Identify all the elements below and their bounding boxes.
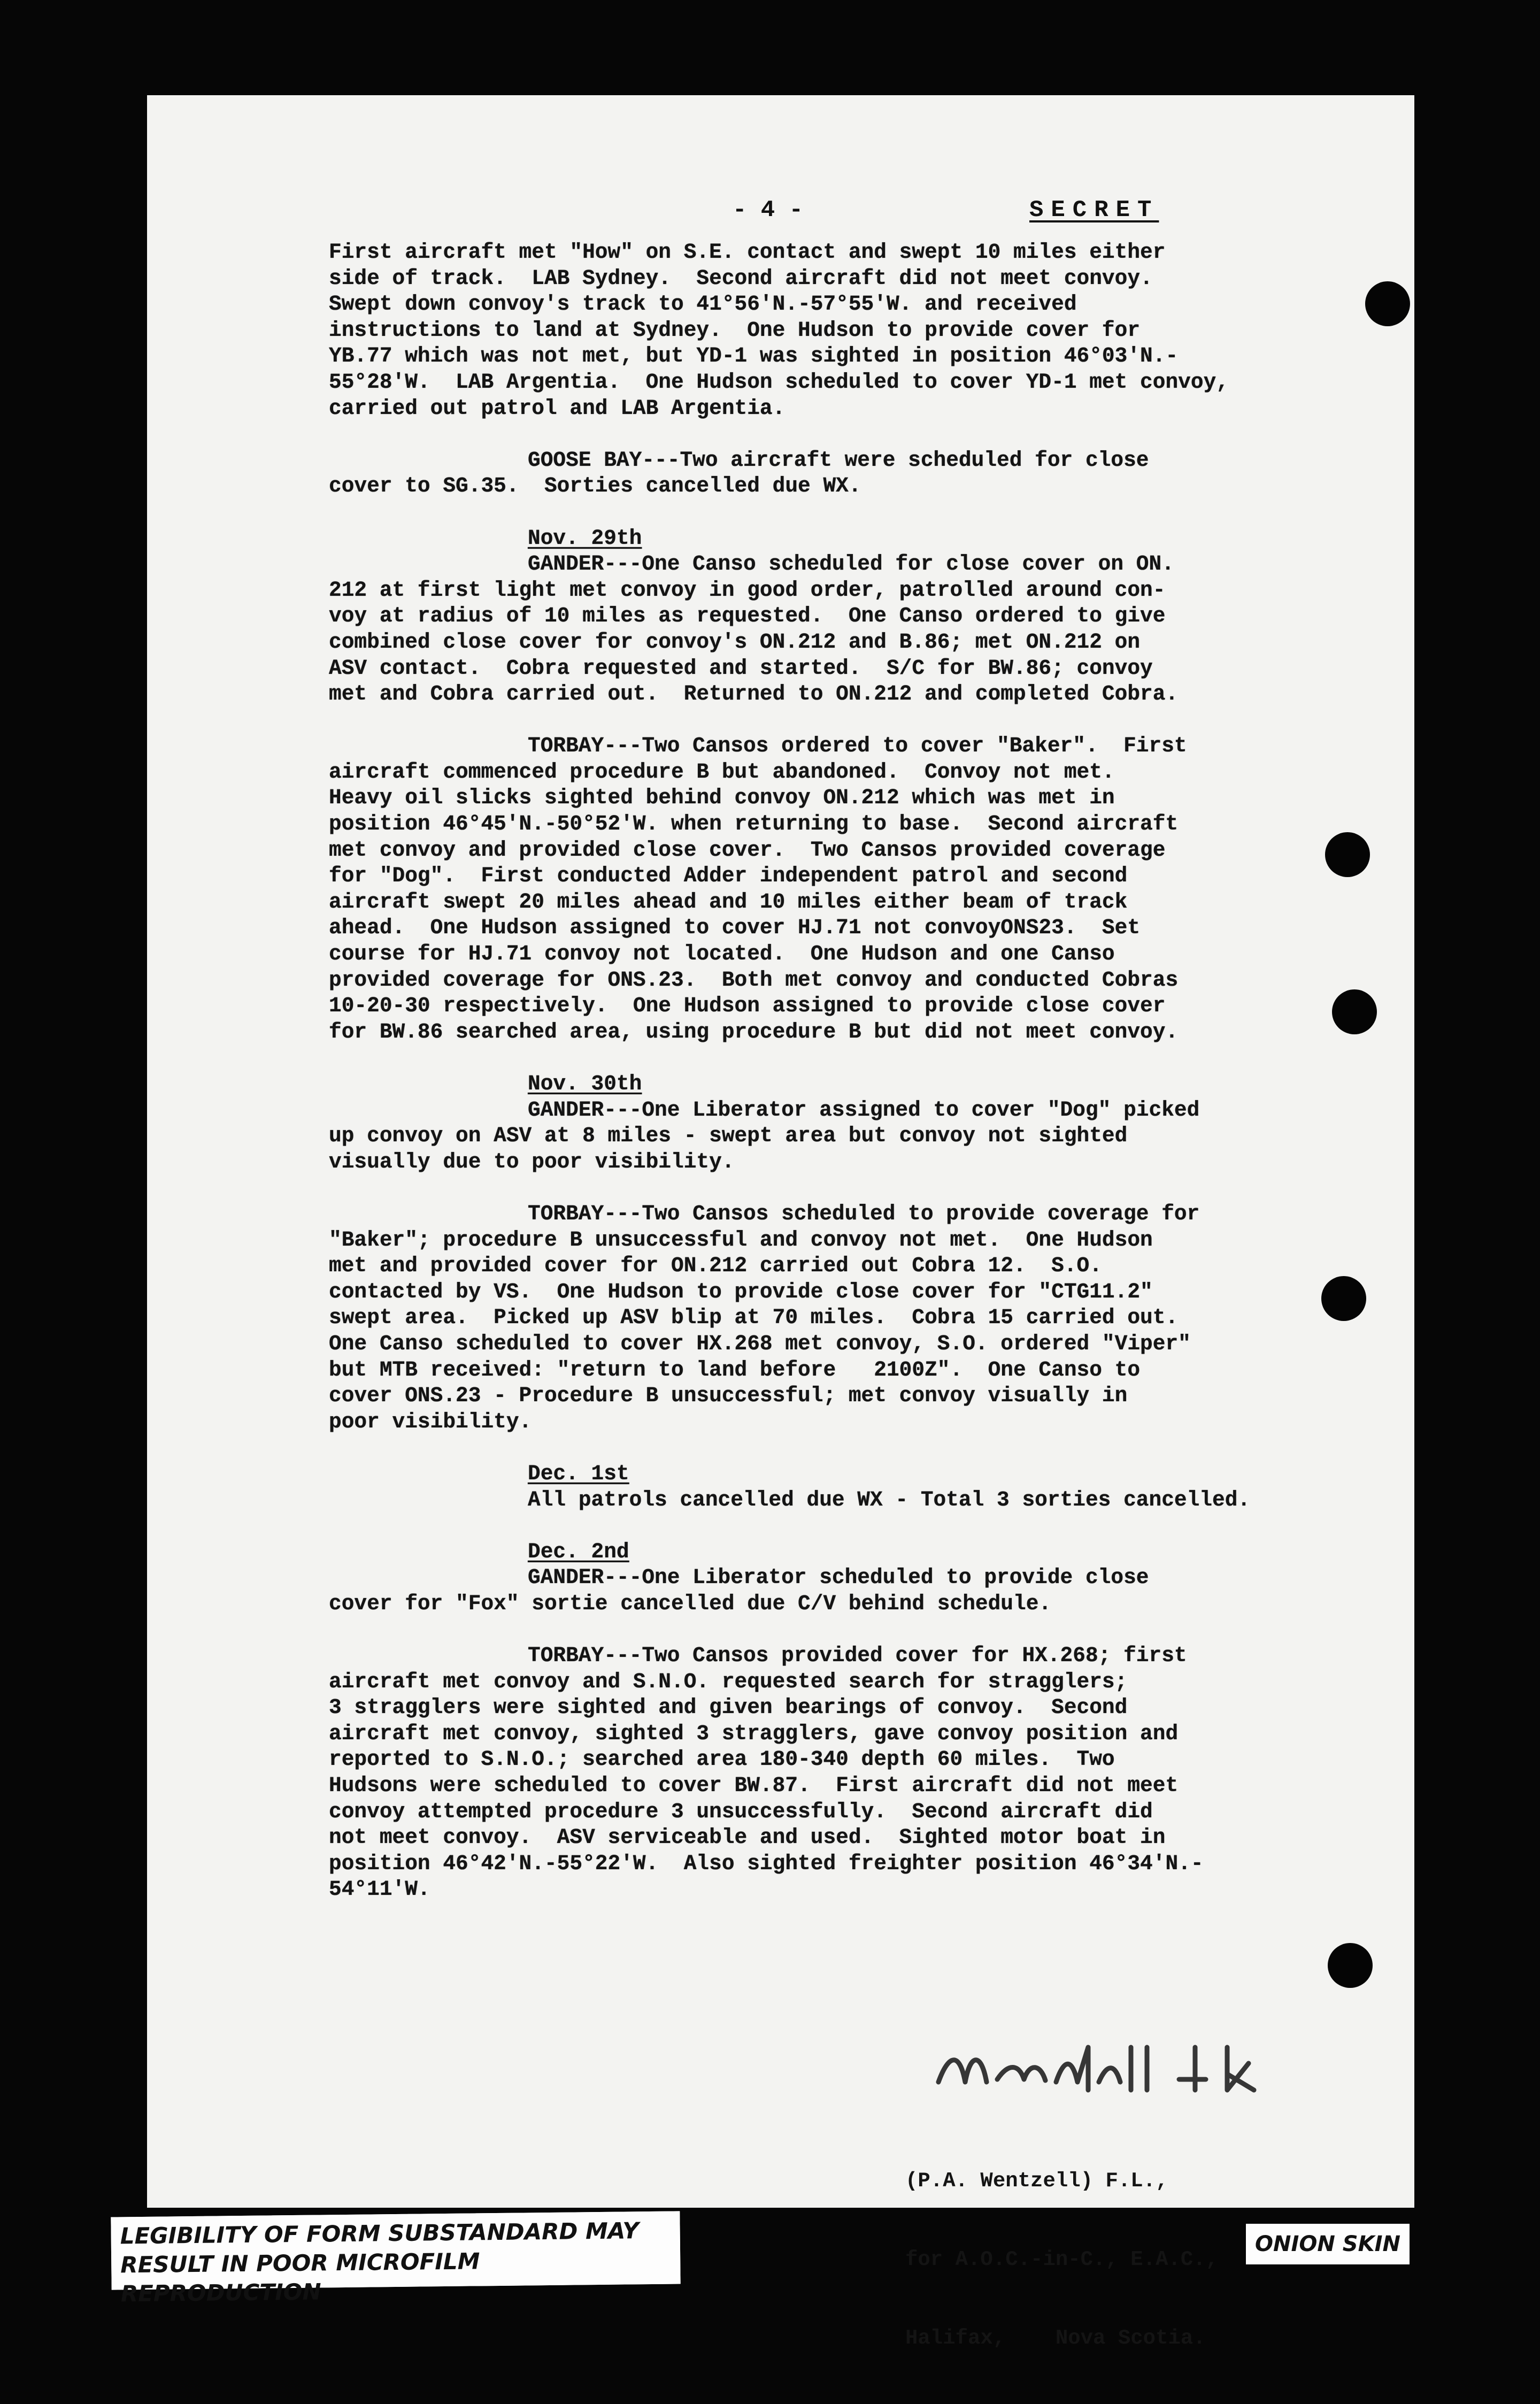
body-line: TORBAY---Two Cansos scheduled to provide coverage for	[528, 1201, 1200, 1226]
body-line: but MTB received: "return to land before 2100Z". One Canso to	[329, 1357, 1141, 1382]
body-line: 212 at first light met convoy in good order, patrolled around con-	[329, 578, 1166, 602]
body-line: cover to SG.35. Sorties cancelled due WX.	[329, 474, 861, 498]
body-line: side of track. LAB Sydney. Second aircraft did not meet convoy.	[329, 266, 1153, 290]
body-line: visually due to poor visibility.	[329, 1149, 735, 1174]
body-line: Heavy oil slicks sighted behind convoy ON.212 which was met in	[329, 786, 1115, 810]
body-line: reported to S.N.O.; searched area 180-340 depth 60 miles. Two	[329, 1747, 1115, 1772]
signer-location: Halifax, Nova Scotia.	[905, 2326, 1206, 2350]
body-line: aircraft met convoy and S.N.O. requested search for stragglers;	[329, 1669, 1128, 1694]
body-line: GANDER---One Liberator assigned to cover "Dog" picked	[528, 1097, 1200, 1122]
punch-hole	[1328, 1943, 1373, 1988]
body-line: TORBAY---Two Cansos ordered to cover "Baker". First	[528, 734, 1187, 758]
classification-heading: SECRET	[1029, 197, 1159, 224]
body-line	[329, 421, 1425, 448]
report-body	[329, 240, 1425, 1903]
body-line: Hudsons were scheduled to cover BW.87. First aircraft did not meet	[329, 1773, 1179, 1798]
body-line: up convoy on ASV at 8 miles - swept area but convoy not sighted	[329, 1124, 1128, 1148]
body-line: All patrols cancelled due WX - Total 3 sorties cancelled.	[528, 1487, 1251, 1512]
body-line: met and provided cover for ON.212 carried out Cobra 12. S.O.	[329, 1254, 1102, 1278]
body-line: voy at radius of 10 miles as requested. One Canso ordered to give	[329, 604, 1166, 628]
body-line: YB.77 which was not met, but YD-1 was sighted in position 46°03'N.-	[329, 344, 1179, 368]
body-line: contacted by VS. One Hudson to provide close cover for "CTG11.2"	[329, 1279, 1153, 1304]
body-line: aircraft commenced procedure B but abandoned. Convoy not met.	[329, 759, 1115, 784]
body-line: One Canso scheduled to cover HX.268 met convoy, S.O. ordered "Viper"	[329, 1331, 1191, 1356]
body-line: GANDER---One Liberator scheduled to provide close	[528, 1565, 1149, 1590]
body-line: Nov. 29th	[528, 526, 642, 550]
body-line: Nov. 30th	[528, 1072, 642, 1096]
body-line: course for HJ.71 convoy not located. One Hudson and one Canso	[329, 942, 1115, 966]
body-line: for "Dog". First conducted Adder independent patrol and second	[329, 864, 1128, 888]
body-line: Dec. 2nd	[528, 1539, 629, 1564]
body-line: GANDER---One Canso scheduled for close cover on ON.	[528, 552, 1174, 577]
body-line	[329, 1045, 1425, 1071]
punch-hole	[1332, 989, 1377, 1034]
body-line	[329, 1175, 1425, 1201]
body-line: provided coverage for ONS.23. Both met convoy and conducted Cobras	[329, 967, 1179, 992]
punch-hole	[1365, 281, 1410, 326]
body-line: cover ONS.23 - Procedure B unsuccessful; met convoy visually in	[329, 1384, 1128, 1408]
body-line: 54°11'W.	[329, 1877, 430, 1902]
body-line: not meet convoy. ASV serviceable and used. Sighted motor boat in	[329, 1825, 1166, 1850]
body-line: aircraft swept 20 miles ahead and 10 miles either beam of track	[329, 889, 1128, 914]
punch-hole	[1325, 832, 1370, 877]
punch-hole	[1321, 1276, 1366, 1321]
onion-skin-label: ONION SKIN	[1246, 2224, 1410, 2264]
body-line: combined close cover for convoy's ON.212 and B.86; met ON.212 on	[329, 629, 1141, 654]
body-line: position 46°42'N.-55°22'W. Also sighted freighter position 46°34'N.-	[329, 1851, 1204, 1876]
body-line: Dec. 1st	[528, 1461, 629, 1486]
signature-scribble	[928, 2031, 1388, 2106]
page-number: - 4 -	[733, 197, 804, 224]
body-line: swept area. Picked up ASV blip at 70 miles. Cobra 15 carried out.	[329, 1305, 1179, 1330]
body-line: cover for "Fox" sortie cancelled due C/V behind schedule.	[329, 1591, 1052, 1616]
body-line: 55°28'W. LAB Argentia. One Hudson scheduled to cover YD-1 met convoy,	[329, 370, 1229, 394]
body-line: instructions to land at Sydney. One Hudson to provide cover for	[329, 318, 1141, 342]
body-line: met and Cobra carried out. Returned to ON.212 and completed Cobra.	[329, 682, 1179, 706]
body-line: "Baker"; procedure B unsuccessful and convoy not met. One Hudson	[329, 1227, 1153, 1252]
body-line: First aircraft met "How" on S.E. contact and swept 10 miles either	[329, 240, 1166, 264]
body-line: Swept down convoy's track to 41°56'N.-57°55'W. and received	[329, 292, 1077, 317]
label-line-2: RESULT IN POOR MICROFILM REPRODUCTION	[120, 2248, 480, 2307]
handwritten-signature	[928, 2031, 1388, 2106]
signer-name: (P.A. Wentzell) F.L.,	[905, 2169, 1168, 2193]
body-line: convoy attempted procedure 3 unsuccessfully. Second aircraft did	[329, 1799, 1153, 1824]
body-line: 3 stragglers were sighted and given bearings of convoy. Second	[329, 1695, 1128, 1720]
body-line: met convoy and provided close cover. Two Cansos provided coverage	[329, 838, 1166, 862]
body-line	[329, 708, 1425, 734]
label-line-1: LEGIBILITY OF FORM SUBSTANDARD MAY	[120, 2217, 640, 2249]
body-line: aircraft met convoy, sighted 3 stragglers, gave convoy position and	[329, 1721, 1179, 1746]
body-line: ASV contact. Cobra requested and started. S/C for BW.86; convoy	[329, 656, 1153, 680]
microfilm-legibility-label	[111, 2211, 680, 2307]
body-line: ahead. One Hudson assigned to cover HJ.71 not convoyONS23. Set	[329, 916, 1141, 940]
body-line: poor visibility.	[329, 1409, 532, 1434]
body-line: TORBAY---Two Cansos provided cover for HX.268; first	[528, 1643, 1187, 1668]
body-line: position 46°45'N.-50°52'W. when returning to base. Second aircraft	[329, 812, 1179, 836]
signature-block	[905, 2116, 1218, 2404]
body-line	[329, 1435, 1425, 1461]
body-line	[329, 500, 1425, 526]
signer-role: for A.O.C.-in-C., E.A.C.,	[905, 2248, 1219, 2271]
body-line	[329, 1513, 1425, 1539]
body-line: GOOSE BAY---Two aircraft were scheduled for close	[528, 448, 1149, 472]
body-line	[329, 1617, 1425, 1643]
body-line: carried out patrol and LAB Argentia.	[329, 396, 786, 420]
body-line: for BW.86 searched area, using procedure B but did not meet convoy.	[329, 1019, 1179, 1044]
body-line: 10-20-30 respectively. One Hudson assigned to provide close cover	[329, 994, 1166, 1018]
